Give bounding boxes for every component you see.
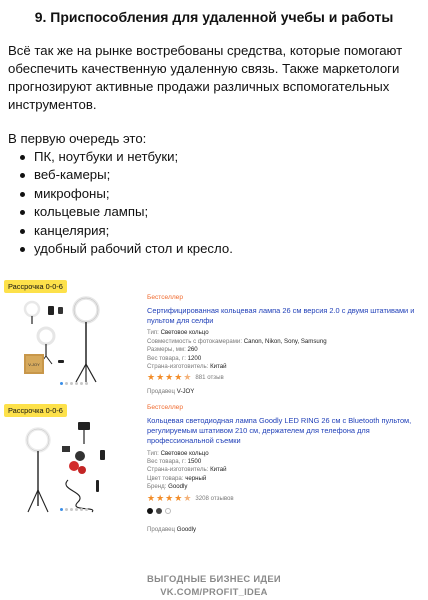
image-carousel-dots[interactable] (60, 382, 88, 385)
spec-row: Цвет товара: черный (147, 474, 207, 482)
spec-row: Вес товара, г: 1500 (147, 458, 202, 466)
seller-link[interactable]: Goodly (176, 525, 197, 533)
spec-row: Тип: Световое кольцо (147, 329, 209, 337)
installment-badge: Рассрочка 0-0-6 (4, 280, 67, 293)
reviews-link[interactable]: 881 отзыв (195, 374, 224, 382)
intro-paragraph: Всё так же на рынке востребованы средства, которые помогают обеспечить качественную удаленную связь. Также маркетологи прогнозируют активные продажи различных вспомогательных инструментов. (8, 43, 403, 112)
color-swatch-black[interactable] (147, 508, 153, 514)
color-swatch-light[interactable] (165, 508, 171, 514)
star-icon: ★ (156, 492, 165, 503)
star-icon: ★ (165, 372, 174, 383)
bullet-dot-icon (20, 155, 25, 160)
star-icon: ★ (147, 492, 156, 503)
product-title[interactable]: Сертифицированная кольцевая лампа 26 см версия 2.0 с двумя штативами и пультом для селфи (147, 306, 415, 326)
bullet-dot-icon (20, 192, 25, 197)
color-swatch-dark[interactable] (156, 508, 162, 514)
spec-row: Страна-изготовитель: Китай (147, 363, 227, 371)
star-icon: ★ (174, 492, 183, 503)
product-rating (147, 494, 417, 503)
list-intro: В первую очередь это: (8, 131, 147, 146)
seller-link[interactable]: V-JOY (176, 388, 195, 396)
svg-text:V-JOY: V-JOY (28, 362, 40, 367)
reviews-link[interactable]: 3208 отзывов (195, 494, 234, 502)
bullet-item: удобный рабочий стол и кресло. (20, 240, 233, 258)
star-half-icon: ★ (183, 372, 192, 383)
product-card[interactable] (4, 404, 424, 544)
spec-row: Бренд: Goodly (147, 483, 188, 491)
spec-row: Вес товара, г: 1200 (147, 354, 202, 362)
product-specs (147, 450, 417, 492)
product-info (147, 293, 417, 395)
bullet-item: микрофоны; (20, 185, 233, 203)
footer-line-2: VK.COM/PROFIT_IDEA (160, 586, 268, 597)
star-icon: ★ (165, 492, 174, 503)
bullet-list (20, 148, 233, 258)
bullet-item: кольцевые лампы; (20, 203, 233, 221)
bestseller-label: Бестселлер (147, 294, 184, 301)
product-card[interactable] (4, 280, 424, 400)
product-image-goodly-ring[interactable] (18, 420, 118, 516)
product-title[interactable]: Кольцевая светодиодная лампа Goodly LED RING 26 см с Bluetooth пультом, регулируемым штативом 210 см, держателем для телефона для профессиональной съемки (147, 416, 412, 446)
product-image-ring-lamp-tripods[interactable] (18, 294, 118, 384)
footer-watermark (0, 572, 428, 598)
bullet-item: канцелярия; (20, 222, 233, 240)
bullet-dot-icon (20, 173, 25, 178)
star-icon: ★ (147, 372, 156, 383)
footer-line-1: ВЫГОДНЫЕ БИЗНЕС ИДЕИ (147, 573, 281, 584)
spec-row: Размеры, мм: 260 (147, 346, 198, 354)
star-icon: ★ (174, 372, 183, 383)
seller-line: Продавец V-JOY (147, 388, 195, 396)
bullet-item: ПК, ноутбуки и нетбуки; (20, 148, 233, 166)
bullet-dot-icon (20, 247, 25, 252)
star-half-icon: ★ (183, 492, 192, 503)
bullet-dot-icon (20, 210, 25, 215)
product-info (147, 403, 417, 533)
spec-row: Совместимость с фотокамерами: Canon, Nikon, Sony, Samsung (147, 337, 327, 345)
product-specs (147, 329, 417, 371)
bullet-item: веб-камеры; (20, 166, 233, 184)
installment-badge: Рассрочка 0-0-6 (4, 404, 67, 417)
seller-line: Продавец Goodly (147, 525, 197, 533)
image-carousel-dots[interactable] (60, 508, 88, 511)
spec-row: Страна-изготовитель: Китай (147, 466, 227, 474)
bullet-dot-icon (20, 229, 25, 234)
bestseller-label: Бестселлер (147, 404, 184, 411)
product-rating (147, 373, 417, 382)
spec-row: Тип: Световое кольцо (147, 449, 209, 457)
color-options (147, 508, 417, 514)
section-heading: 9. Приспособления для удаленной учебы и работы (34, 9, 394, 25)
star-icon: ★ (156, 372, 165, 383)
